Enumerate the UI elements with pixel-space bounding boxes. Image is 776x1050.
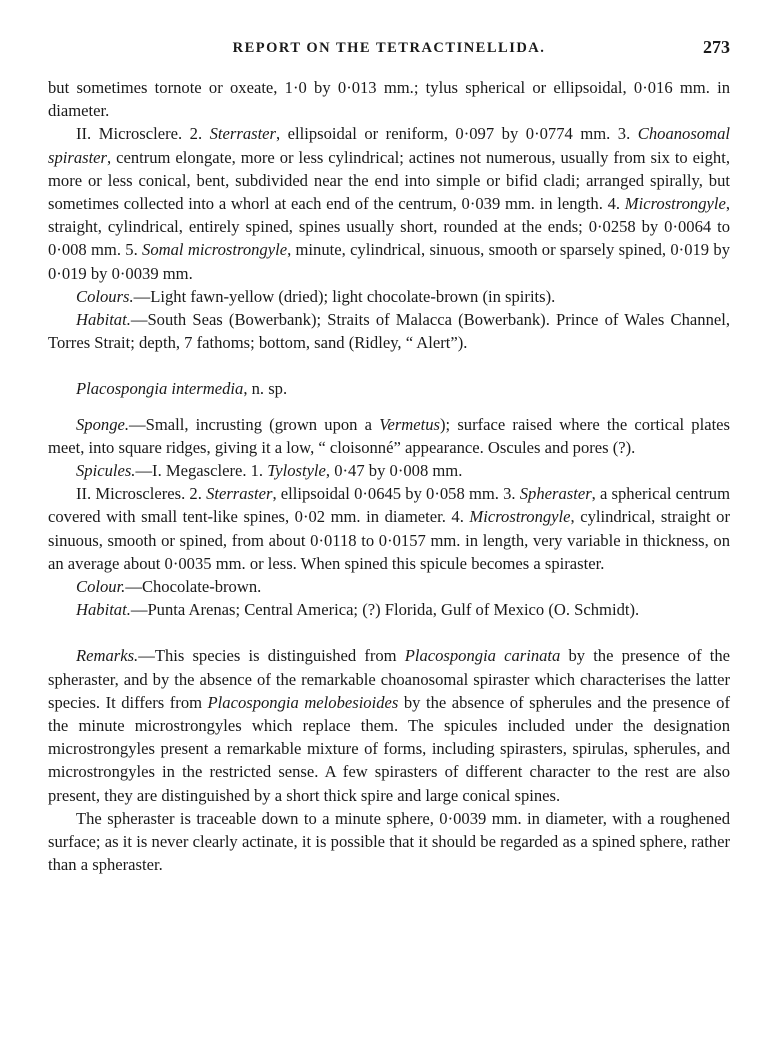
continued-paragraph: but sometimes tornote or oxeate, 1·0 by 0·013 mm.; tylus spherical or ellipsoidal, 0·016 mm. in diameter. [48,78,730,121]
species-heading: Placospongia intermedia, n. sp. [76,379,288,399]
spheraster-paragraph: The spheraster is traceable down to a minute sphere, 0·0039 mm. in diameter, with a roughened surface; as it is never clearly actinate, it is possible that it should be regarded as a spined sphere, rather than a spheraster. [48,808,730,875]
spicules-paragraph: Spicules.—I. Megasclere. 1. Tylostyle, 0·47 by 0·008 mm. [76,461,463,481]
section-gap [48,354,730,377]
microscleres-paragraph: II. Microscleres. 2. Sterraster, ellipsoidal 0·0645 by 0·058 mm. 3. Spheraster, a spherical centrum covered with small tent-like spines, 0·02 mm. in diameter. 4. Microstrongyle, cylindrical, straight or sinuous, smooth or spined, from about 0·0118 to 0·0157 mm. in length, very variable in thickness, on an average about 0·0035 mm. or less. When spined this spicule becomes a spiraster. [48,484,730,573]
sponge-paragraph: Sponge.—Small, incrusting (grown upon a Vermetus); surface raised where the cortical plates meet, into square ridges, giving it a low, “ cloisonné” appearance. Oscules and pores (?). [48,414,730,457]
microsclere-paragraph: II. Microsclere. 2. Sterraster, ellipsoidal or reniform, 0·097 by 0·0774 mm. 3. Choanosomal spiraster, centrum elongate, more or less cylindrical; actines not numerous, usually from six to eight, more or less conical, bent, subdivided near the end into simple or bifid cladi; arranged spirally, but sometimes collected into a whorl at each end of the centrum, 0·039 mm. in length. 4. Microstrongyle, straight, cylindrical, entirely spined, spines usually short, rounded at the ends; 0·0258 by 0·0064 to 0·008 mm. 5. Somal microstrongyle, minute, cylindrical, sinuous, smooth or sparsely spined, 0·019 by 0·019 by 0·0039 mm. [48,124,730,283]
colour-paragraph: Colour.—Chocolate-brown. [76,577,262,597]
heading-gap [48,401,730,413]
page-number: 273 [703,37,730,57]
remarks-paragraph: Remarks.—This species is distinguished from Placospongia carinata by the presence of the spheraster, and by the absence of the remarkable choanosomal spiraster which characterises the latter species. It differs from Placospongia melobesioides by the absence of spherules and the presence of the minute microstrongyles which replace them. The spicules included under the designation microstrongyles present a remarkable mixture of forms, including spirasters, spirulas, spherules, and microstrongyles in the restricted sense. A few spirasters of different character to the rest are also present, they are distinguished by a short thick spire and large conical spines. [48,646,730,805]
page [48,37,730,877]
running-title: REPORT ON THE TETRACTINELLIDA. [232,40,546,56]
habitat-paragraph: Habitat.—South Seas (Bowerbank); Straits of Malacca (Bowerbank). Prince of Wales Channel, Torres Strait; depth, 7 fathoms; bottom, sand (Ridley, “ Alert”). [48,310,730,353]
habitat-paragraph-2: Habitat.—Punta Arenas; Central America; (?) Florida, Gulf of Mexico (O. Schmidt). [76,600,640,620]
colours-paragraph: Colours.—Light fawn-yellow (dried); light chocolate-brown (in spirits). [76,286,556,306]
section-gap-2 [48,621,730,644]
running-header [48,37,730,64]
